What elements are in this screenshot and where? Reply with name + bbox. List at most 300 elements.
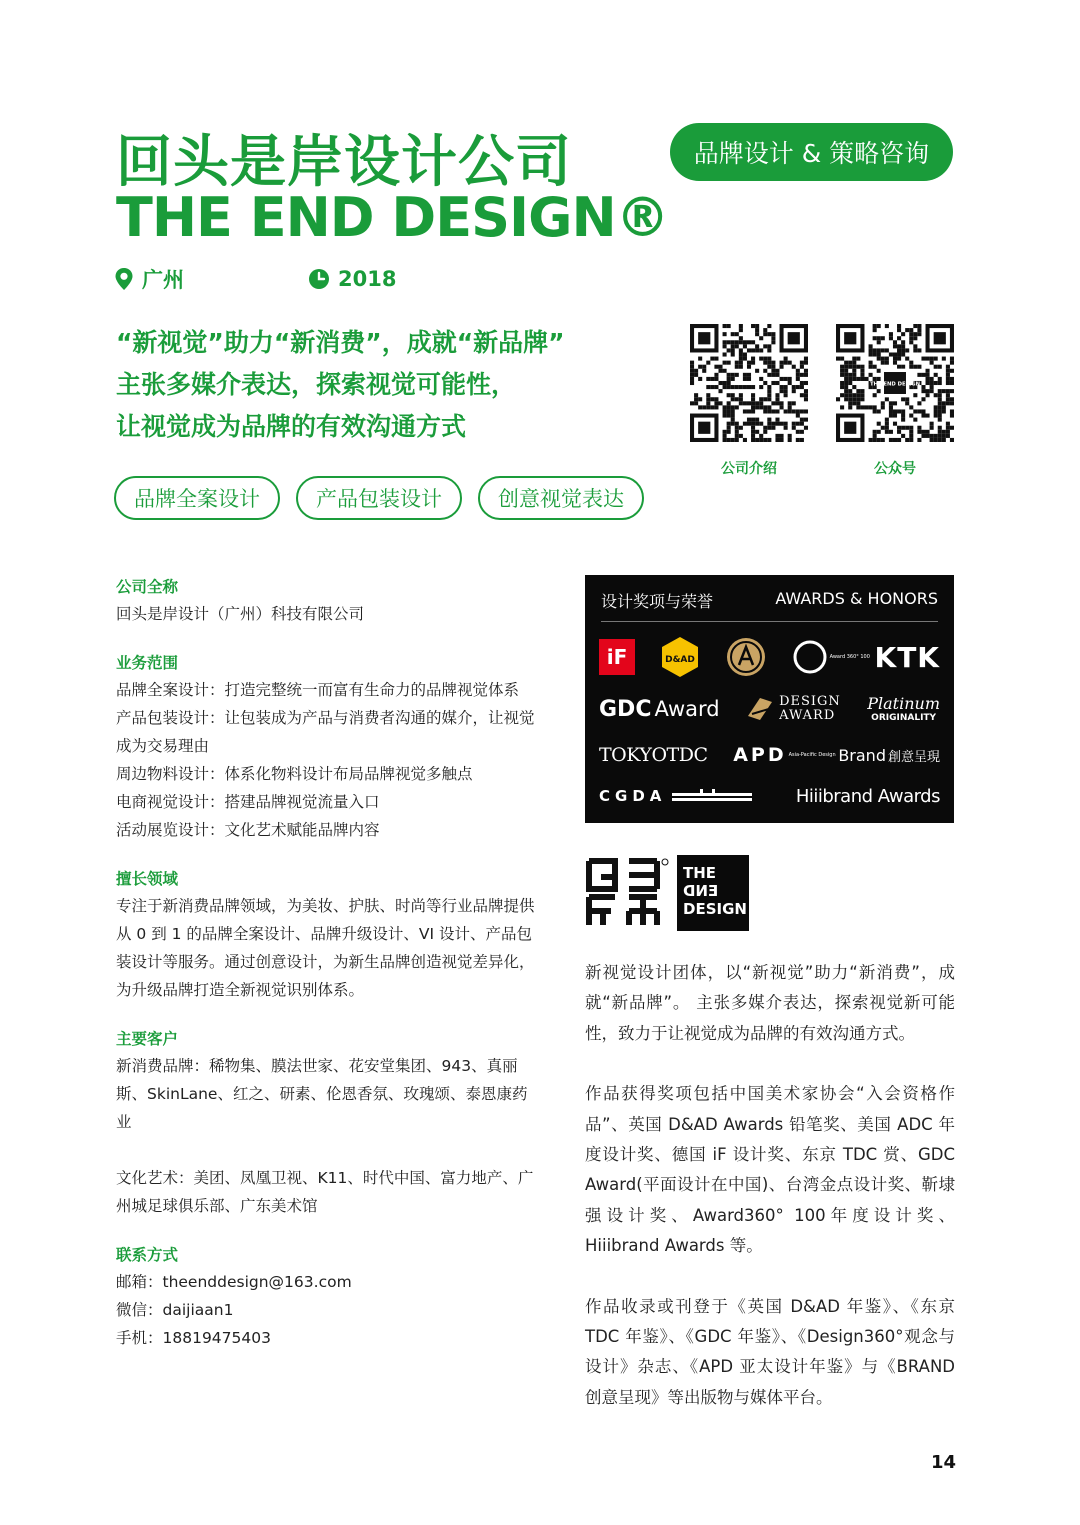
dad-award-text: D&AD — [664, 655, 695, 665]
qr-module — [723, 340, 727, 344]
awards-heading — [601, 589, 938, 612]
qr-module — [877, 352, 881, 356]
qr-module — [852, 361, 856, 365]
qr-module — [877, 438, 881, 442]
qr-module — [950, 389, 954, 393]
qr-code-company-intro[interactable] — [690, 324, 808, 442]
qr-module — [881, 401, 885, 405]
qr-module — [706, 393, 710, 397]
qr-module — [804, 373, 808, 377]
qr-module — [771, 422, 775, 426]
qr-module — [877, 409, 881, 413]
qr-module — [836, 397, 840, 401]
slogan — [116, 322, 576, 448]
qr-module — [767, 365, 771, 369]
qr-module — [698, 397, 702, 401]
dad-award-logo-icon — [660, 636, 700, 678]
qr-module — [946, 369, 950, 373]
qr-module — [751, 385, 755, 389]
qr-module — [800, 361, 804, 365]
qr-module — [780, 405, 784, 409]
qr-module — [743, 438, 747, 442]
qr-module — [735, 361, 739, 365]
qr-module — [926, 377, 930, 381]
qr-module — [934, 414, 938, 418]
cgda-logo — [599, 787, 752, 805]
qr-module — [780, 422, 784, 426]
qr-module — [909, 365, 913, 369]
qr-module — [873, 352, 877, 356]
qr-module — [885, 361, 889, 365]
qr-module — [930, 361, 934, 365]
qr-module — [727, 430, 731, 434]
qr-module — [860, 377, 864, 381]
qr-module — [897, 344, 901, 348]
qr-module — [792, 385, 796, 389]
full-name-text: 回头是岸设计（广州）科技有限公司 — [116, 605, 365, 623]
qr-module — [921, 385, 925, 389]
qr-module — [690, 381, 694, 385]
qr-module — [909, 361, 913, 365]
qr-module — [771, 426, 775, 430]
qr-module — [755, 324, 759, 328]
qr-module — [869, 348, 873, 352]
qr-module — [743, 409, 747, 413]
qr-module — [852, 397, 856, 401]
qr-module — [913, 324, 917, 328]
qr-module — [759, 336, 763, 340]
qr-module — [901, 414, 905, 418]
qr-module — [694, 401, 698, 405]
brand-logo — [838, 746, 940, 765]
cgda-text: CGDA — [599, 787, 667, 805]
qr-module — [735, 340, 739, 344]
qr-module — [921, 409, 925, 413]
qr-module — [771, 332, 775, 336]
qr-module — [869, 352, 873, 356]
qr-module — [800, 422, 804, 426]
qr-module — [735, 422, 739, 426]
qr-module — [901, 418, 905, 422]
qr-module — [938, 418, 942, 422]
qr-module — [901, 352, 905, 356]
qr-module — [731, 340, 735, 344]
qr-module — [751, 422, 755, 426]
qr-module — [893, 357, 897, 361]
qr-module — [840, 385, 844, 389]
qr-module — [788, 361, 792, 365]
qr-module — [844, 373, 848, 377]
qr-module — [852, 385, 856, 389]
qr-module — [897, 409, 901, 413]
qr-module — [946, 426, 950, 430]
qr-label-company-intro: 公司介绍 — [721, 461, 777, 477]
qr-module — [727, 324, 731, 328]
qr-module — [796, 438, 800, 442]
qr-module — [727, 373, 731, 377]
qr-logo-text: THE END DESIGN — [869, 381, 921, 388]
qr-module — [727, 377, 731, 381]
qr-module — [731, 373, 735, 377]
qr-module — [767, 332, 771, 336]
qr-module — [942, 401, 946, 405]
qr-module — [780, 401, 784, 405]
qr-module — [926, 357, 930, 361]
qr-module — [731, 352, 735, 356]
qr-module — [950, 369, 954, 373]
qr-module — [901, 397, 905, 401]
qr-module — [873, 405, 877, 409]
qr-module — [885, 357, 889, 361]
qr-module — [909, 328, 913, 332]
qr-module — [942, 438, 946, 442]
qr-module — [909, 430, 913, 434]
qr-module — [784, 393, 788, 397]
qr-module — [926, 414, 930, 418]
qr-module — [840, 381, 844, 385]
expertise-text: 专注于新消费品牌领域，为美妆、护肤、时尚等行业品牌提供从 0 到 1 的品牌全案设计、品牌升级设计、VI 设计、产品包装设计等服务。通过创意设计，为新生品牌创造视觉差异化，为升级品牌打造全新视觉识别体系。 — [116, 897, 535, 999]
qr-module — [751, 418, 755, 422]
qr-module — [739, 357, 743, 361]
qr-module — [877, 389, 881, 393]
qr-module — [759, 357, 763, 361]
qr-module — [930, 381, 934, 385]
qr-module — [840, 357, 844, 361]
qr-module — [747, 361, 751, 365]
qr-module — [873, 430, 877, 434]
qr-module — [848, 393, 852, 397]
qr-module — [881, 348, 885, 352]
qr-module — [714, 405, 718, 409]
qr-module — [755, 369, 759, 373]
qr-module — [739, 397, 743, 401]
qr-module — [714, 373, 718, 377]
qr-module — [690, 377, 694, 381]
qr-module — [800, 381, 804, 385]
qr-module — [755, 328, 759, 332]
qr-module — [864, 377, 868, 381]
qr-module — [897, 352, 901, 356]
qr-module — [743, 377, 747, 381]
qr-module — [930, 434, 934, 438]
qr-module — [710, 397, 714, 401]
qr-module — [780, 377, 784, 381]
qr-module — [852, 377, 856, 381]
description-paragraph-2: 作品获得奖项包括中国美术家协会“入会资格作品”、英国 D&AD Awards 铅笔奖、美国 ADC 年度设计奖、德国 iF 设计奖、东京 TDC 赏、GDC Award(平面设计在中国)、台湾金点设计奖、靳埭强设计奖、Award360° 100年度设计奖、Hiiibrand Awards 等。 — [585, 1084, 955, 1256]
qr-module — [905, 438, 909, 442]
qr-module — [784, 422, 788, 426]
qr-module — [735, 438, 739, 442]
design-award-logo — [746, 695, 841, 723]
qr-module — [751, 438, 755, 442]
business-line: 产品包装设计：让包装成为产品与消费者沟通的媒介，让视觉成为交易理由 — [116, 709, 535, 755]
qr-module — [780, 434, 784, 438]
qr-module — [844, 389, 848, 393]
qr-module — [893, 438, 897, 442]
qr-module — [788, 438, 792, 442]
qr-module — [763, 344, 767, 348]
qr-module — [731, 409, 735, 413]
qr-module — [934, 405, 938, 409]
qr-module — [731, 393, 735, 397]
qr-module — [775, 401, 779, 405]
qr-module — [921, 434, 925, 438]
qr-module — [755, 332, 759, 336]
qr-module — [942, 405, 946, 409]
contact-phone[interactable]: 手机：18819475403 — [116, 1329, 271, 1347]
qr-module — [942, 357, 946, 361]
qr-module — [804, 418, 808, 422]
the-end-design-logo — [585, 855, 755, 931]
qr-module — [844, 377, 848, 381]
qr-module — [946, 397, 950, 401]
qr-module — [917, 438, 921, 442]
qr-module — [869, 344, 873, 348]
qr-module — [714, 397, 718, 401]
qr-module — [739, 336, 743, 340]
qr-module — [723, 438, 727, 442]
qr-module — [767, 385, 771, 389]
year-text: 2018 — [338, 267, 397, 291]
originality-text: ORIGINALITY — [871, 712, 937, 723]
qr-module — [921, 357, 925, 361]
qr-module — [735, 385, 739, 389]
apd-logo — [733, 744, 836, 766]
qr-module — [889, 430, 893, 434]
qr-module — [755, 418, 759, 422]
qr-module — [950, 438, 954, 442]
qr-module — [938, 377, 942, 381]
qr-module — [889, 414, 893, 418]
qr-module — [780, 361, 784, 365]
qr-module — [942, 430, 946, 434]
business-line: 活动展览设计：文化艺术赋能品牌内容 — [116, 821, 380, 839]
qr-module — [743, 340, 747, 344]
qr-module — [796, 377, 800, 381]
qr-module — [946, 373, 950, 377]
qr-module — [775, 397, 779, 401]
qr-module — [913, 409, 917, 413]
qr-module — [710, 405, 714, 409]
qr-module — [743, 385, 747, 389]
qr-module — [893, 414, 897, 418]
qr-module — [938, 397, 942, 401]
qr-module — [950, 426, 954, 430]
qr-module — [881, 438, 885, 442]
qr-module — [751, 324, 755, 328]
qr-module — [926, 430, 930, 434]
qr-module — [755, 430, 759, 434]
qr-module — [844, 397, 848, 401]
qr-module — [889, 336, 893, 340]
qr-module — [942, 409, 946, 413]
gdc-award-logo — [599, 697, 720, 722]
cgda-mark-icon — [672, 789, 752, 803]
company-description — [585, 958, 955, 1443]
qr-module — [938, 434, 942, 438]
qr-module — [860, 365, 864, 369]
pill-creative-visual: 创意视觉表达 — [478, 476, 644, 520]
qr-module — [702, 405, 706, 409]
qr-module — [800, 373, 804, 377]
qr-module — [930, 377, 934, 381]
qr-module — [893, 409, 897, 413]
qr-module — [840, 365, 844, 369]
qr-module — [694, 373, 698, 377]
qr-module — [800, 385, 804, 389]
qr-module — [877, 430, 881, 434]
section-full-name — [116, 574, 536, 628]
qr-module — [800, 430, 804, 434]
qr-module — [759, 385, 763, 389]
qr-module — [698, 377, 702, 381]
qr-module — [844, 385, 848, 389]
qr-module — [950, 361, 954, 365]
qr-code-official-account[interactable] — [836, 324, 954, 442]
qr-module — [930, 438, 934, 442]
qr-module — [747, 365, 751, 369]
qr-module — [759, 397, 763, 401]
wordmark-line-1: THE — [683, 864, 717, 882]
qr-module — [690, 361, 694, 365]
qr-module — [913, 348, 917, 352]
qr-module — [946, 393, 950, 397]
company-info — [116, 574, 536, 1374]
qr-module — [913, 365, 917, 369]
contact-email[interactable]: 邮箱：theenddesign@163.com — [116, 1273, 352, 1291]
qr-module — [780, 438, 784, 442]
heading-expertise: 擅长领域 — [116, 870, 179, 888]
qr-module — [739, 365, 743, 369]
qr-module — [735, 344, 739, 348]
qr-module — [739, 352, 743, 356]
qr-module — [926, 389, 930, 393]
qr-module — [743, 352, 747, 356]
qr-module — [913, 344, 917, 348]
award-360-logo — [792, 639, 870, 675]
qr-module — [727, 414, 731, 418]
qr-module — [751, 405, 755, 409]
qr-module — [784, 426, 788, 430]
awards-row-2 — [599, 689, 940, 729]
qr-module — [718, 365, 722, 369]
qr-module — [718, 389, 722, 393]
qr-module — [763, 361, 767, 365]
qr-module — [690, 365, 694, 369]
qr-module — [735, 426, 739, 430]
the-end-design-wordmark — [677, 855, 749, 931]
qr-module — [723, 434, 727, 438]
qr-module — [706, 397, 710, 401]
qr-module — [796, 414, 800, 418]
qr-module — [739, 385, 743, 389]
qr-finder — [698, 332, 710, 344]
qr-module — [877, 348, 881, 352]
qr-module — [934, 434, 938, 438]
qr-module — [780, 385, 784, 389]
qr-module — [784, 385, 788, 389]
qr-module — [702, 369, 706, 373]
qr-module — [747, 418, 751, 422]
qr-module — [763, 369, 767, 373]
qr-module — [930, 385, 934, 389]
qr-module — [938, 405, 942, 409]
qr-finder — [934, 332, 946, 344]
qr-module — [873, 365, 877, 369]
qr-module — [710, 357, 714, 361]
qr-module — [848, 397, 852, 401]
qr-module — [860, 393, 864, 397]
qr-module — [698, 357, 702, 361]
qr-module — [755, 344, 759, 348]
qr-module — [893, 340, 897, 344]
qr-module — [901, 365, 905, 369]
qr-module — [731, 332, 735, 336]
qr-module — [881, 405, 885, 409]
qr-module — [706, 385, 710, 389]
qr-module — [881, 336, 885, 340]
qr-module — [775, 418, 779, 422]
qr-module — [727, 422, 731, 426]
qr-module — [921, 430, 925, 434]
qr-module — [848, 389, 852, 393]
qr-module — [767, 361, 771, 365]
qr-module — [938, 401, 942, 405]
platinum-originality-logo — [867, 695, 940, 724]
qr-module — [767, 426, 771, 430]
qr-module — [901, 340, 905, 344]
qr-module — [893, 361, 897, 365]
qr-finder — [788, 332, 800, 344]
qr-module — [731, 422, 735, 426]
heading-business: 业务范围 — [116, 654, 179, 672]
qr-module — [889, 405, 893, 409]
qr-module — [751, 397, 755, 401]
qr-module — [938, 409, 942, 413]
award-360-text: Award 360° 100 — [829, 654, 870, 660]
qr-module — [727, 385, 731, 389]
qr-module — [938, 393, 942, 397]
qr-module — [723, 361, 727, 365]
qr-module — [771, 336, 775, 340]
qr-module — [946, 430, 950, 434]
qr-module — [723, 409, 727, 413]
location-meta — [114, 264, 184, 294]
qr-module — [804, 381, 808, 385]
qr-module — [856, 357, 860, 361]
qr-module — [852, 393, 856, 397]
qr-module — [792, 401, 796, 405]
qr-module — [893, 422, 897, 426]
qr-module — [877, 336, 881, 340]
qr-module — [747, 340, 751, 344]
qr-module — [714, 401, 718, 405]
qr-module — [723, 332, 727, 336]
design-award-line-1: DESIGN — [779, 694, 841, 709]
qr-module — [739, 328, 743, 332]
qr-module — [710, 385, 714, 389]
qr-module — [796, 430, 800, 434]
qr-module — [852, 365, 856, 369]
qr-module — [852, 369, 856, 373]
qr-module — [946, 434, 950, 438]
qr-module — [804, 409, 808, 413]
qr-module — [873, 438, 877, 442]
qr-module — [763, 332, 767, 336]
qr-module — [909, 426, 913, 430]
qr-module — [897, 328, 901, 332]
business-line: 周边物料设计：体系化物料设计布局品牌视觉多触点 — [116, 765, 473, 783]
